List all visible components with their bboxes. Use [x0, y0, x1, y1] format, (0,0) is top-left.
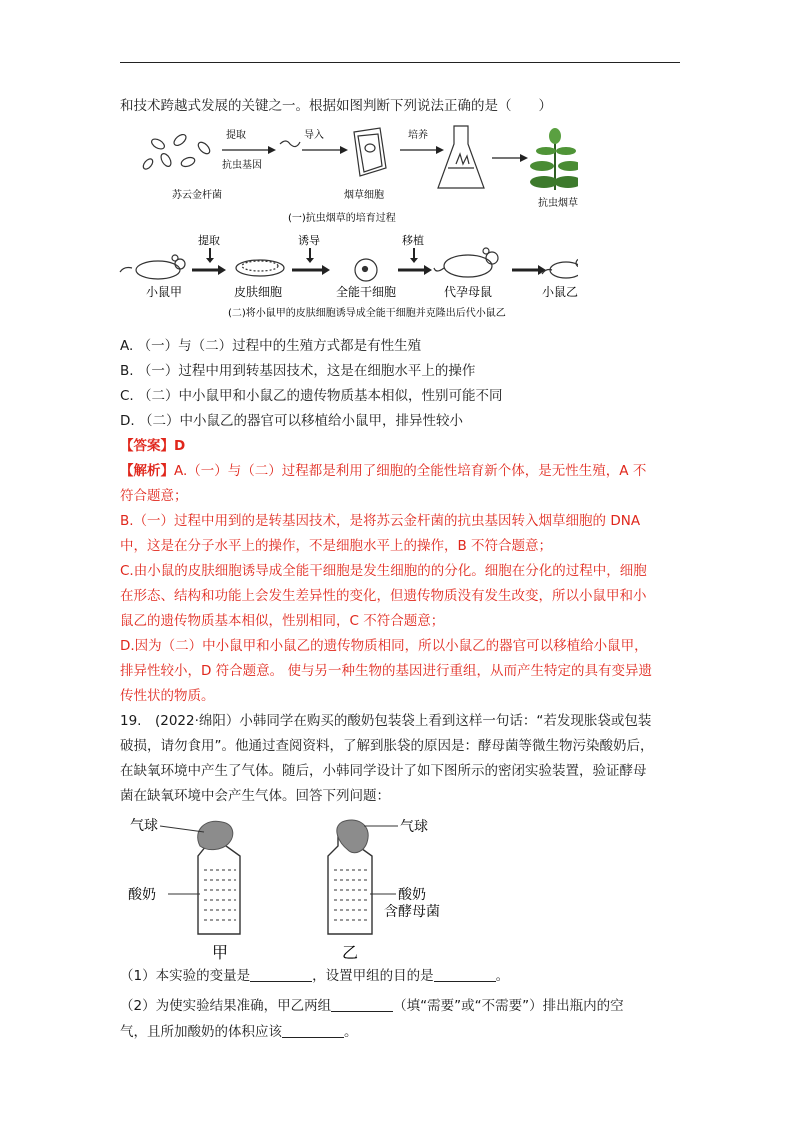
blank-variable[interactable] — [250, 967, 312, 982]
fig2-arrowhead2 — [322, 265, 330, 275]
sub-question-1 — [120, 966, 509, 986]
plant-label: 抗虫烟草 — [538, 198, 578, 209]
analysis-line-4: 中，这是在分子水平上的操作，不是细胞水平上的操作，B 不符合题意； — [120, 538, 553, 554]
sub1-part-a: （1）本实验的变量是 — [120, 968, 251, 984]
yogurt-right-label: 酸奶 — [398, 887, 426, 903]
surrogate-mouse-illustration — [434, 248, 498, 277]
analysis-text-1: A.（一）与（二）过程都是利用了细胞的全能性培育新个体，是无性生殖，A 不 — [174, 463, 647, 479]
fig1-arrowhead1 — [268, 146, 276, 154]
analysis-line-6: 在形态、结构和功能上会发生差异性的变化，但遗传物质没有发生改变，所以小鼠甲和小 — [120, 588, 647, 604]
option-c: C. （二）中小鼠甲和小鼠乙的遗传物质基本相似，性别可能不同 — [120, 388, 503, 404]
option-b: B. （一）过程中用到转基因技术，这是在细胞水平上的操作 — [120, 363, 476, 379]
fig1-arrowhead2 — [340, 146, 348, 154]
skin-cell-label: 皮肤细胞 — [234, 285, 283, 299]
bacteria-label: 苏云金杆菌 — [172, 190, 222, 201]
sub2-part-a: （2）为使实验结果准确，甲乙两组 — [120, 998, 332, 1014]
blank-volume[interactable] — [282, 1023, 344, 1038]
mouse-b-illustration — [542, 259, 578, 278]
sub-question-2-line-2 — [120, 1022, 358, 1042]
surrogate-label: 代孕母鼠 — [444, 285, 493, 299]
mouse-a-illustration — [120, 255, 185, 279]
sub1-part-b: ，设置甲组的目的是 — [312, 968, 434, 984]
stem-cell-illustration — [355, 259, 377, 281]
blank-purpose[interactable] — [434, 967, 496, 982]
analysis-line-3: B.（一）过程中用到的是转基因技术，是将苏云金杆菌的抗虫基因转入烟草细胞的 DNA — [120, 513, 641, 529]
bottle-b-illustration — [328, 820, 372, 934]
gene-icon — [280, 141, 300, 147]
sub2-part-b: （填“需要”或“不需要”）排出瓶内的空 — [393, 998, 624, 1014]
q19-line-2: 破损，请勿食用”。他通过查阅资料，了解到胀袋的原因是：酵母菌等微生物污染酸奶后， — [120, 738, 654, 754]
option-a: A. （一）与（二）过程中的生殖方式都是有性生殖 — [120, 338, 422, 354]
stem-cell-label: 全能干细胞 — [336, 285, 397, 299]
option-d: D. （二）中小鼠乙的器官可以移植给小鼠甲，排异性较小 — [120, 413, 463, 429]
analysis-line-9: 排异性较小，D 符合题意。 使与另一种生物的基因进行重组，从而产生特定的具有变异遗 — [120, 663, 652, 679]
gene-label: 抗虫基因 — [222, 160, 262, 171]
yeast-label: 含酵母菌 — [384, 904, 440, 920]
fig2-down-arrowhead3 — [410, 258, 418, 263]
fig2-step3-label: 移植 — [402, 234, 424, 247]
fig2-arrowhead1 — [218, 265, 226, 275]
fig2-step2-label: 诱导 — [298, 234, 320, 247]
analysis-line-7: 鼠乙的遗传物质基本相似，性别相同，C 不符合题意； — [120, 613, 445, 629]
fig1-step2-label: 导入 — [304, 130, 324, 141]
skin-cell-dish-illustration — [236, 260, 284, 276]
balloon-a-pointer — [160, 826, 204, 832]
question18-figure — [118, 118, 578, 330]
fig1-step1-label: 提取 — [226, 130, 246, 141]
analysis-line-1 — [120, 461, 646, 481]
mouse-b-label: 小鼠乙 — [542, 285, 578, 299]
fig1-step3-label: 培养 — [408, 130, 428, 141]
header-rule — [120, 62, 680, 63]
fig1-arrowhead4 — [520, 154, 528, 162]
fig2-down-arrowhead2 — [306, 258, 314, 263]
figure2-caption: (二)将小鼠甲的皮肤细胞诱导成全能干细胞并克隆出后代小鼠乙 — [228, 308, 506, 319]
label-jia: 甲 — [212, 943, 229, 962]
sub1-part-c: 。 — [495, 968, 510, 984]
sub2-part-d: 。 — [344, 1024, 358, 1040]
analysis-line-10: 传性状的物质。 — [120, 688, 215, 704]
bacteria-illustration — [141, 132, 211, 170]
tobacco-cell-illustration — [354, 128, 386, 176]
fig2-step1-label: 提取 — [198, 234, 220, 247]
fig2-down-arrowhead1 — [206, 258, 214, 263]
label-yi: 乙 — [342, 943, 359, 962]
q19-line-1: 19. (2022·绵阳）小韩同学在购买的酸奶包装袋上看到这样一句话：“若发现胀袋或包装 — [120, 713, 652, 729]
tobacco-plant-illustration — [530, 128, 578, 190]
question-stem: 和技术跨越式发展的关键之一。根据如图判断下列说法正确的是（ ） — [120, 98, 552, 114]
analysis-label: 【解析】 — [120, 463, 174, 479]
blank-need[interactable] — [331, 997, 393, 1012]
bottle-a-illustration — [198, 821, 240, 934]
balloon-left-label: 气球 — [130, 818, 158, 834]
question19-figure — [124, 812, 464, 962]
fig1-arrowhead3 — [436, 146, 444, 154]
mouse-a-label: 小鼠甲 — [146, 285, 183, 299]
q19-line-4: 菌在缺氧环境中会产生气体。回答下列问题： — [120, 788, 390, 804]
tobacco-cell-label: 烟草细胞 — [344, 190, 384, 201]
analysis-line-8: D.因为（二）中小鼠甲和小鼠乙的遗传物质相同，所以小鼠乙的器官可以移植给小鼠甲， — [120, 638, 648, 654]
analysis-line-5: C.由小鼠的皮肤细胞诱导成全能干细胞是发生细胞的的分化。细胞在分化的过程中，细胞 — [120, 563, 647, 579]
sub2-part-c: 气，且所加酸奶的体积应该 — [120, 1024, 282, 1040]
yogurt-left-label: 酸奶 — [128, 887, 156, 903]
figure1-caption: (一)抗虫烟草的培育过程 — [288, 213, 396, 224]
sub-question-2-line-1 — [120, 996, 624, 1016]
balloon-right-label: 气球 — [400, 819, 428, 835]
fig2-arrowhead3 — [424, 265, 432, 275]
analysis-line-2: 符合题意； — [120, 488, 188, 504]
answer: 【答案】D — [120, 438, 186, 454]
culture-flask-illustration — [438, 126, 484, 188]
q19-line-3: 在缺氧环境中产生了气体。随后，小韩同学设计了如下图所示的密闭实验装置，验证酵母 — [120, 763, 647, 779]
